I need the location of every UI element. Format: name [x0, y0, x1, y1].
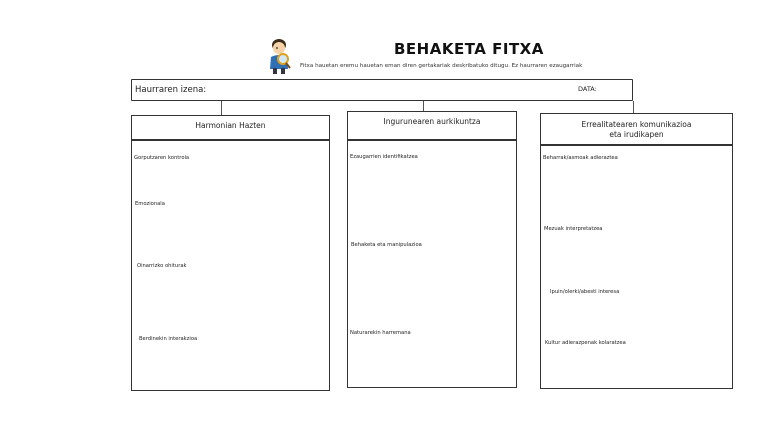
child-name-field[interactable] [131, 79, 633, 101]
field-label: Oinarrizko ohiturak [137, 263, 187, 269]
column-title: Ingurunearen aurkikuntza [383, 117, 481, 126]
page-header [0, 0, 768, 78]
column-title: Harmonian Hazten [195, 121, 266, 130]
column-divider [131, 139, 330, 141]
connector-line [221, 101, 222, 116]
column-divider [347, 139, 517, 141]
field-label: Kultur adierazpenak kolaratzea [545, 340, 626, 346]
field-label: Gorputzaren kontrola [134, 155, 190, 161]
field-label: Mezuak interpretatzea [544, 226, 603, 232]
column-komunikazioa [540, 113, 733, 389]
child-name-label: Haurraren izena: [135, 85, 207, 95]
field-label: Ipuin/olerki/abesti interesa [550, 289, 620, 295]
column-ingurunearen-aurkikuntza [347, 111, 517, 388]
page-title: BEHAKETA FITXA [394, 40, 544, 58]
page-subtitle: Fitxa hauetan eremu hauetan eman diren gertakariak deskribatuko ditugu. Ez haurraren ezaugarriak [300, 63, 583, 69]
field-label: Naturarekin harremana [350, 330, 411, 336]
field-label: Ezaugarrien identifikatzea [350, 154, 418, 160]
column-harmonian-hazten [131, 115, 330, 391]
field-label: Behaketa eta manipulazioa [351, 242, 422, 248]
column-divider [540, 144, 733, 146]
field-label: Emozionala [135, 201, 165, 207]
column-title-line1: Errealitatearen komunikazioa [581, 120, 692, 129]
date-label: DATA: [578, 85, 597, 93]
field-label: Berdinekin interakzioa [139, 336, 198, 342]
child-magnifier-icon [265, 37, 295, 75]
field-label: Beharrak/asmoak adieraztea [543, 155, 618, 161]
column-title-line2: eta irudikapen [609, 130, 664, 139]
